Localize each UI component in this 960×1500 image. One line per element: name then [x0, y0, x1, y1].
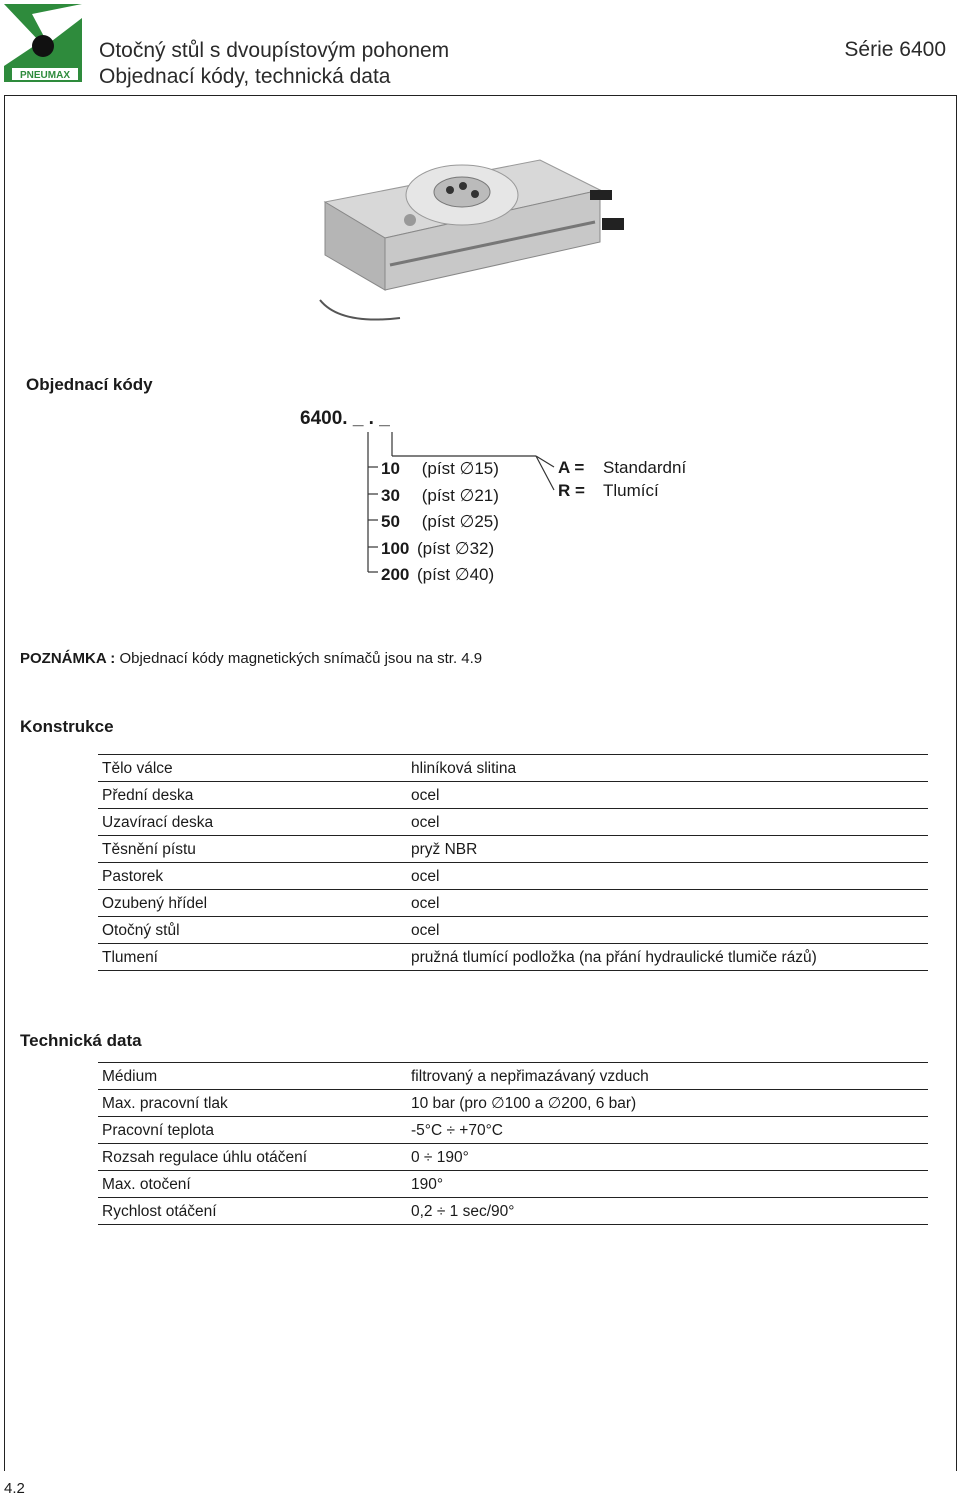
table-row: Rozsah regulace úhlu otáčení 0 ÷ 190° — [98, 1144, 928, 1171]
table-row: Tělo válce hliníková slitina — [98, 755, 928, 782]
size-option: 200 (píst ∅40) — [381, 565, 495, 585]
construction-table — [98, 754, 928, 971]
table-row: Otočný stůl ocel — [98, 917, 928, 944]
order-codes-title: Objednací kódy — [26, 375, 153, 394]
size-option: 50 (píst ∅25) — [381, 512, 499, 532]
page-number: 4.2 — [4, 1480, 25, 1497]
version-options — [558, 456, 686, 502]
table-row: Max. pracovní tlak 10 bar (pro ∅100 a ∅200, 6 bar) — [98, 1090, 928, 1117]
table-row: Ozubený hřídel ocel — [98, 890, 928, 917]
header-title — [99, 38, 449, 90]
size-option: 100 (píst ∅32) — [381, 538, 495, 558]
header-title-line1: Otočný stůl s dvoupístovým pohonem — [99, 39, 450, 62]
note — [20, 650, 482, 667]
svg-text:PNEUMAX: PNEUMAX — [19, 70, 71, 81]
technical-table — [98, 1062, 928, 1225]
order-code-pattern: 6400. _ . _ — [300, 408, 390, 429]
technical-title: Technická data — [20, 1031, 142, 1050]
table-row: Uzavírací deska ocel — [98, 809, 928, 836]
table-row: Pracovní teplota -5°C ÷ +70°C — [98, 1117, 928, 1144]
product-image — [300, 150, 640, 340]
size-option: 30 (píst ∅21) — [381, 485, 499, 505]
series-label: Série 6400 — [844, 38, 946, 61]
table-row: Těsnění pístu pryž NBR — [98, 836, 928, 863]
version-option: R = Tlumící — [558, 481, 659, 500]
size-option: 10 (píst ∅15) — [381, 459, 499, 478]
version-option: A = Standardní — [558, 458, 687, 477]
size-options — [381, 456, 499, 589]
table-row: Pastorek ocel — [98, 863, 928, 890]
construction-title: Konstrukce — [20, 717, 114, 736]
note-text: Objednací kódy magnetických snímačů jsou na str. 4.9 — [119, 650, 483, 667]
table-row: Tlumení pružná tlumící podložka (na přání hydraulické tlumiče rázů) — [98, 944, 928, 971]
header-title-line2: Objednací kódy, technická data — [99, 65, 391, 88]
pneumax-logo — [4, 4, 82, 82]
table-row: Max. otočení 190° — [98, 1171, 928, 1198]
table-row: Rychlost otáčení 0,2 ÷ 1 sec/90° — [98, 1198, 928, 1225]
table-row: Médium filtrovaný a nepřimazávaný vzduch — [98, 1063, 928, 1090]
table-row: Přední deska ocel — [98, 782, 928, 809]
note-label: POZNÁMKA : — [20, 650, 116, 667]
